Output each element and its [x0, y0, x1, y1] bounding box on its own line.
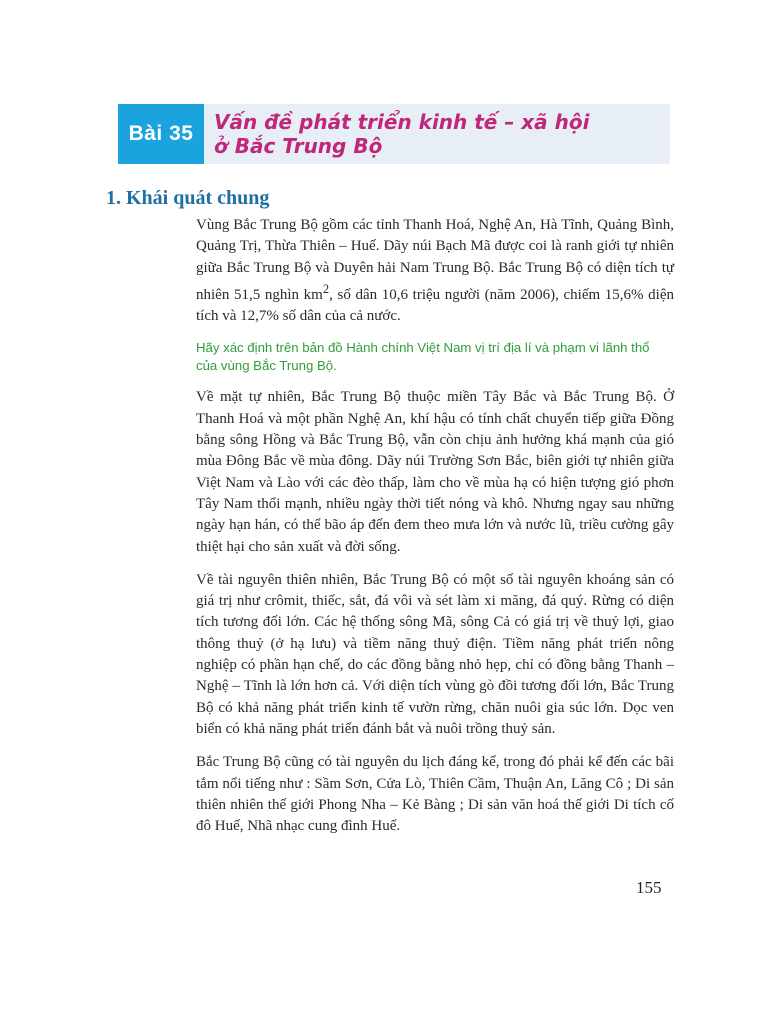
lesson-title-line-1: Vấn đề phát triển kinh tế – xã hội	[214, 110, 590, 134]
lesson-number-badge: Bài 35	[118, 104, 204, 164]
paragraph-nature: Về mặt tự nhiên, Bắc Trung Bộ thuộc miền Tây Bắc và Bắc Trung Bộ. Ở Thanh Hoá và một phần Nghệ An, khí hậu có tính chất chuyển tiếp giữa Đồng bằng sông Hồng và Bắc Trung Bộ, vẫn còn chịu ảnh hưởng khá mạnh của gió mùa Đông Bắc về mùa đông. Dãy núi Trường Sơn Bắc, biên giới tự nhiên giữa Việt Nam và Lào với các đèo thấp, làm cho về mùa hạ có hiện tượng gió phơn Tây Nam thổi mạnh, nhiều ngày thời tiết nóng và khô. Nhưng ngay sau những ngày hạn hán, có thể bão áp đến đem theo mưa lớn và nước lũ, triều cường gây thiệt hại cho sản xuất và đời sống.	[196, 389, 674, 555]
lesson-title	[214, 110, 654, 158]
section-body	[196, 215, 674, 849]
superscript-unit: 2	[322, 281, 330, 296]
paragraph-overview	[196, 215, 674, 327]
lesson-header	[118, 104, 670, 164]
paragraph-tourism: Bắc Trung Bộ cũng có tài nguyên du lịch đáng kể, trong đó phải kể đến các bãi tắm nổi tiếng như : Sầm Sơn, Cửa Lò, Thiên Cầm, Thuận An, Lăng Cô ; Di sản thiên nhiên thế giới Phong Nha – Kẻ Bàng ; Di sản văn hoá thế giới Di tích cố đô Huế, Nhã nhạc cung đình Huế.	[196, 754, 674, 835]
page-number: 155	[636, 878, 662, 897]
paragraph-overview-text-2: , số dân 10,6 triệu người (năm 2006), chiếm 15,6% diện tích và 12,7% số dân của cả nước.	[196, 286, 674, 325]
paragraph-overview-text-1: Vùng Bắc Trung Bộ gồm các tỉnh Thanh Hoá, Nghệ An, Hà Tĩnh, Quảng Bình, Quảng Trị, Thừa Thiên – Huế. Dãy núi Bạch Mã được coi là ranh giới tự nhiên giữa Bắc Trung Bộ và Duyên hải Nam Trung Bộ. Bắc Trung Bộ có diện tích tự nhiên 51,5 nghìn km	[196, 217, 674, 303]
paragraph-resources: Về tài nguyên thiên nhiên, Bắc Trung Bộ có một số tài nguyên khoáng sản có giá trị như crômit, thiếc, sắt, đá vôi và sét làm xi măng, đá quý. Rừng có diện tích tương đối lớn. Các hệ thống sông Mã, sông Cả có giá trị về thuỷ lợi, giao thông thuỷ (ở hạ lưu) và tiềm năng thuỷ điện. Tiềm năng phát triển nông nghiệp có phần hạn chế, do các đồng bằng nhỏ hẹp, chỉ có đồng bằng Thanh – Nghệ – Tĩnh là lớn hơn cả. Với diện tích vùng gò đồi tương đối lớn, Bắc Trung Bộ có khả năng phát triển kinh tế vườn rừng, chăn nuôi gia súc lớn. Dọc ven biển có khả năng phát triển đánh bắt và nuôi trồng thuỷ sản.	[196, 571, 674, 737]
section-heading: 1. Khái quát chung	[106, 187, 270, 209]
lesson-title-line-2: ở Bắc Trung Bộ	[214, 134, 383, 158]
task-prompt: Hãy xác định trên bản đồ Hành chính Việt Nam vị trí địa lí và phạm vi lãnh thổ của vùng Bắc Trung Bộ.	[196, 340, 650, 374]
